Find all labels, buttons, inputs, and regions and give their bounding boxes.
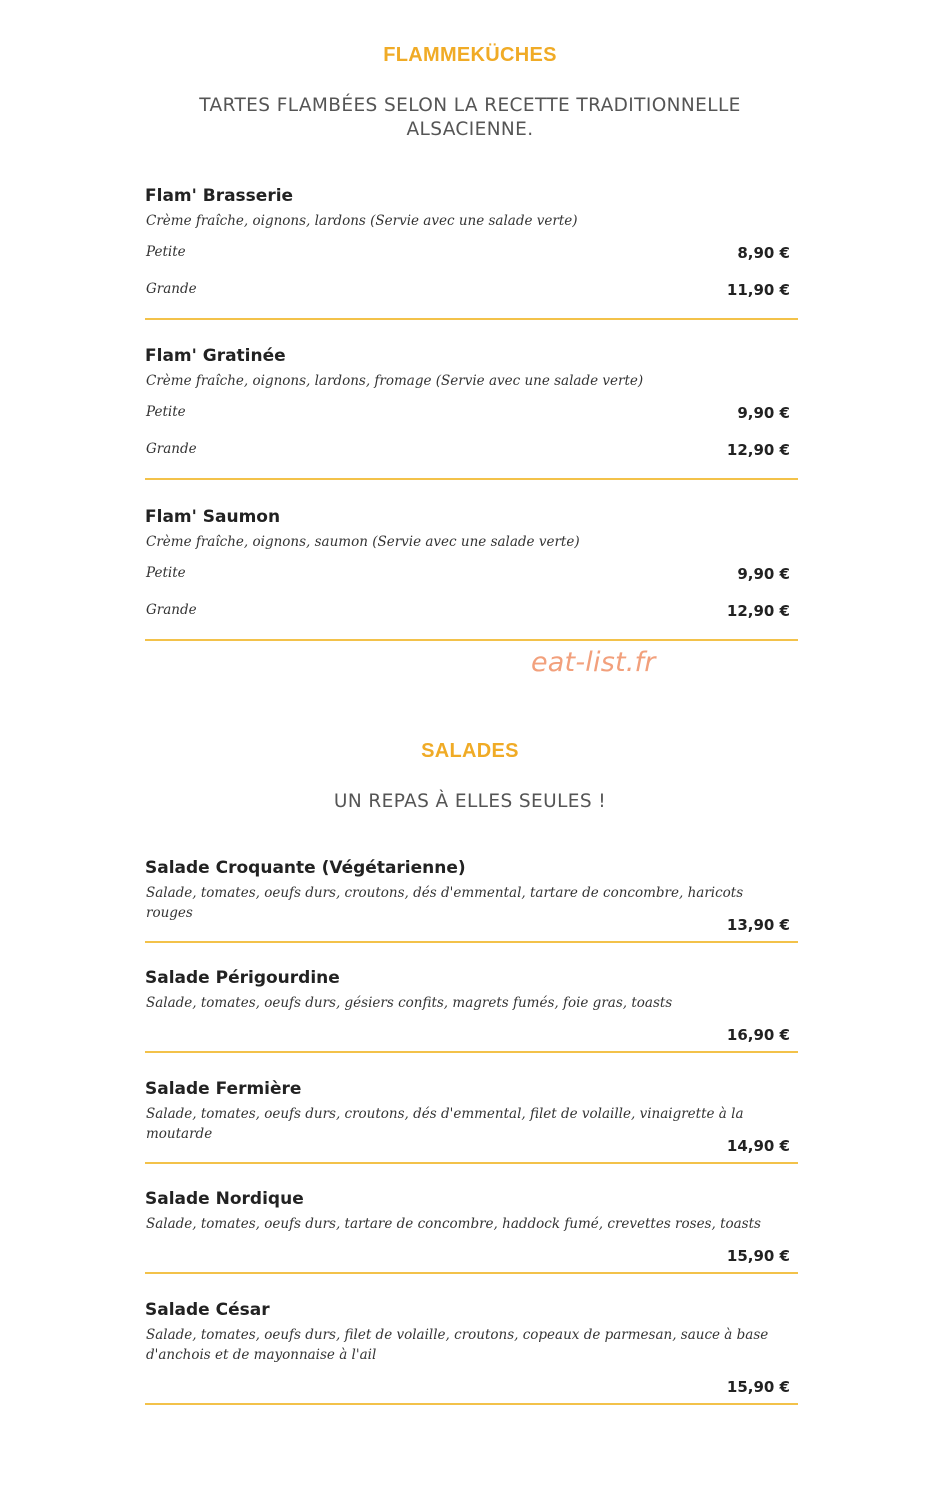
menu-item-salade-fermiere [145, 1079, 798, 1164]
size-label-petite: Petite [146, 404, 186, 420]
item-description: Salade, tomates, oeufs durs, gésiers confits, magrets fumés, foie gras, toasts [146, 995, 673, 1011]
menu-item-salade-perigourdine [145, 968, 798, 1053]
item-description: Crème fraîche, oignons, lardons (Servie avec une salade verte) [146, 213, 578, 229]
menu-item-flam-saumon [145, 507, 798, 641]
item-price: 13,90 € [726, 916, 790, 934]
watermark: eat-list.fr [531, 647, 656, 678]
price-grande: 12,90 € [726, 441, 790, 459]
size-label-grande: Grande [146, 602, 197, 618]
menu-item-flam-brasserie [145, 186, 798, 320]
item-description: Salade, tomates, oeufs durs, tartare de concombre, haddock fumé, crevettes roses, toasts [146, 1216, 761, 1232]
item-description: Crème fraîche, oignons, saumon (Servie avec une salade verte) [146, 534, 580, 550]
item-price: 15,90 € [726, 1247, 790, 1265]
item-name: Salade Fermière [145, 1079, 302, 1099]
menu-item-flam-gratinee [145, 346, 798, 480]
flammekuches-subtitle: TARTES FLAMBÉES SELON LA RECETTE TRADITIONNELLE ALSACIENNE. [199, 95, 741, 140]
salades-subtitle: UN REPAS À ELLES SEULES ! [333, 791, 607, 812]
item-description: Crème fraîche, oignons, lardons, fromage (Servie avec une salade verte) [146, 373, 644, 389]
salades-title: SALADES [421, 740, 519, 762]
size-label-grande: Grande [146, 281, 197, 297]
flammekuches-title: FLAMMEKÜCHES [383, 44, 557, 66]
item-price: 14,90 € [726, 1137, 790, 1155]
item-name: Salade Nordique [145, 1189, 304, 1209]
item-name: Salade Périgourdine [145, 968, 340, 988]
menu-item-salade-cesar [145, 1300, 798, 1405]
size-label-petite: Petite [146, 244, 186, 260]
item-name: Flam' Brasserie [145, 186, 294, 206]
item-name: Salade Croquante (Végétarienne) [145, 858, 466, 878]
price-grande: 11,90 € [726, 281, 790, 299]
price-petite: 9,90 € [737, 404, 790, 422]
item-price: 15,90 € [726, 1378, 790, 1396]
item-name: Flam' Saumon [145, 507, 281, 527]
size-label-petite: Petite [146, 565, 186, 581]
menu-item-salade-croquante [145, 858, 798, 943]
price-grande: 12,90 € [726, 602, 790, 620]
price-petite: 8,90 € [737, 244, 790, 262]
item-description: Salade, tomates, oeufs durs, croutons, dés d'emmental, filet de volaille, vinaigrette à la moutarde [146, 1106, 744, 1142]
item-description: Salade, tomates, oeufs durs, filet de volaille, croutons, copeaux de parmesan, sauce à base d'anchois et de mayonnaise à l'ail [146, 1327, 769, 1363]
item-name: Salade César [145, 1300, 270, 1320]
item-description: Salade, tomates, oeufs durs, croutons, dés d'emmental, tartare de concombre, haricots rouges [146, 885, 744, 921]
size-label-grande: Grande [146, 441, 197, 457]
price-petite: 9,90 € [737, 565, 790, 583]
item-name: Flam' Gratinée [145, 346, 286, 366]
item-price: 16,90 € [726, 1026, 790, 1044]
menu-item-salade-nordique [145, 1189, 798, 1274]
